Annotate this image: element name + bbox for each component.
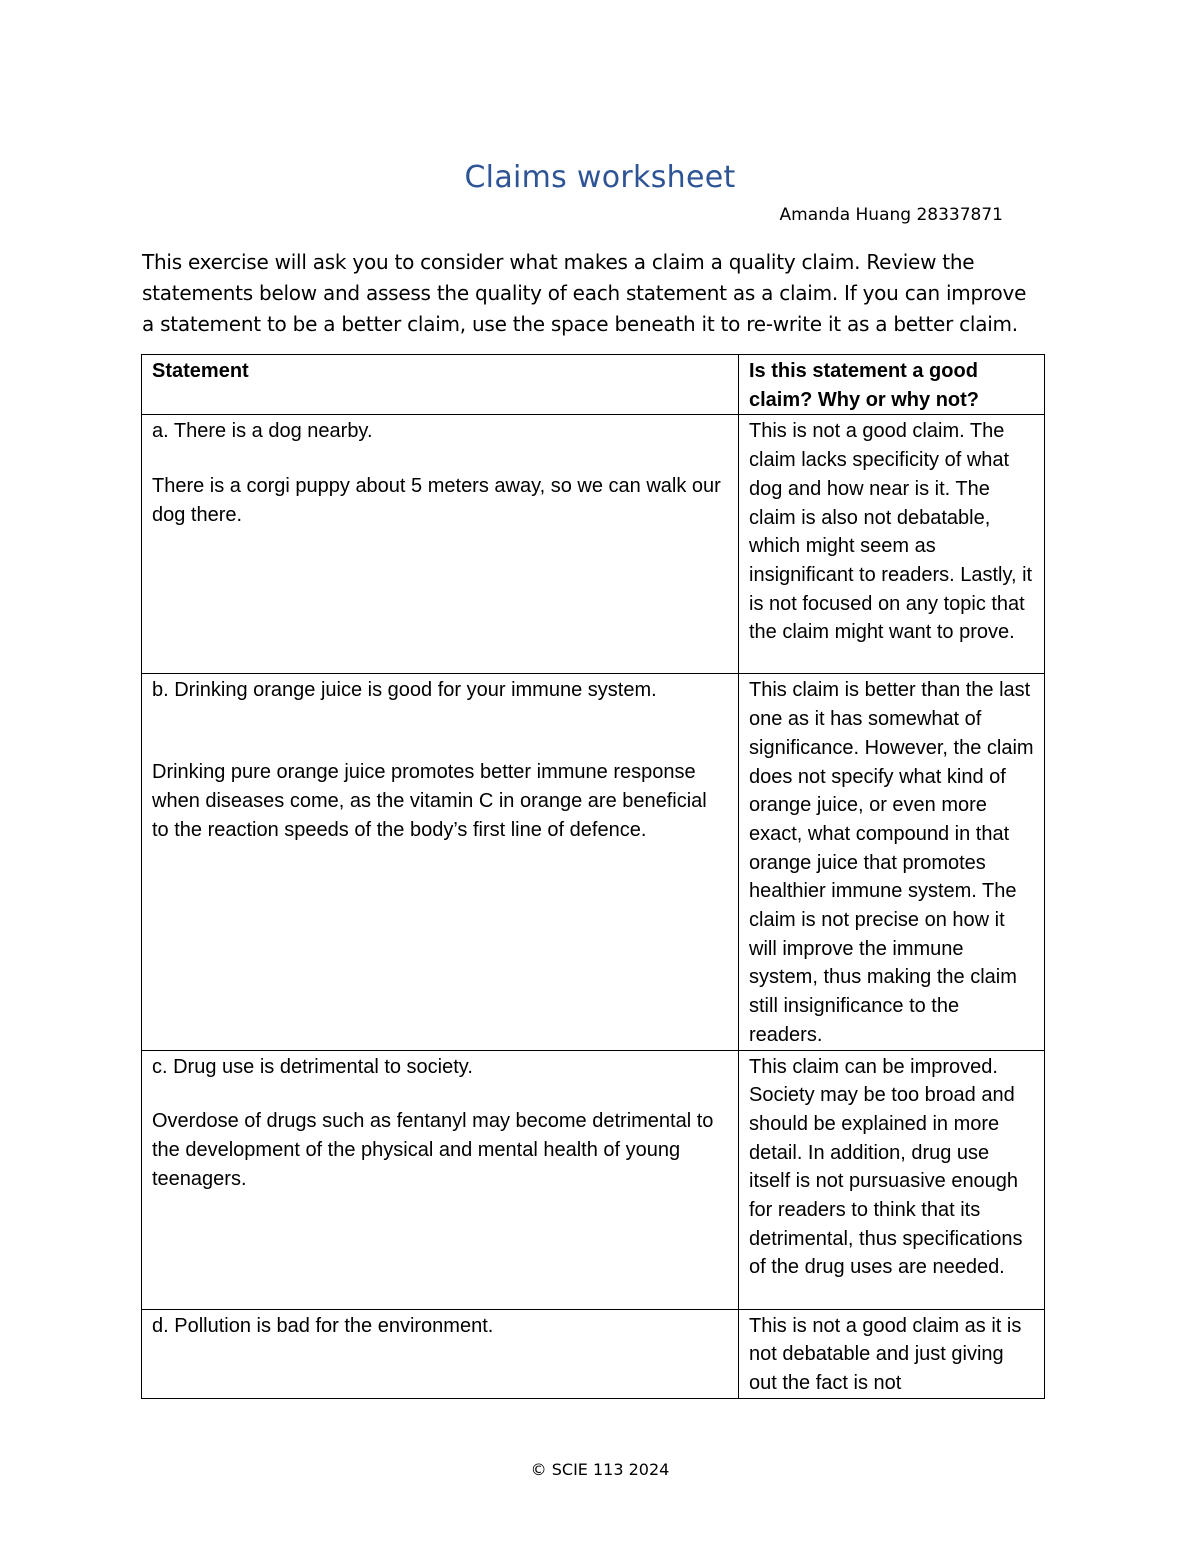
claims-table (141, 354, 1045, 1399)
table-row (142, 674, 1045, 1050)
statement-cell (142, 674, 739, 1050)
original-statement: c. Drug use is detrimental to society. (152, 1055, 473, 1078)
assessment-cell: This claim is better than the last one as it has somewhat of significance. However, the claim does not specify what kind of orange juice, or even more exact, what compound in that orange juice that promotes healthier immune system. The claim is not precise on how it will improve the immune system, thus making the claim still insignificance to the readers. (739, 674, 1045, 1050)
statement-cell (142, 1309, 739, 1398)
table-row (142, 415, 1045, 674)
original-statement: b. Drinking orange juice is good for your immune system. (152, 679, 657, 702)
revised-statement: There is a corgi puppy about 5 meters away, so we can walk our dog there. (152, 475, 721, 526)
assessment-cell: This is not a good claim. The claim lacks specificity of what dog and how near is it. The claim is also not debatable, which might seem as insignificant to readers. Lastly, it is not focused on any topic that the claim might want to prove. (739, 415, 1045, 674)
table-header-row (142, 355, 1045, 415)
footer-copyright: © SCIE 113 2024 (530, 1460, 670, 1479)
header-statement: Statement (142, 355, 739, 415)
revised-statement: Overdose of drugs such as fentanyl may become detrimental to the development of the physical and mental health of young teenagers. (152, 1110, 714, 1190)
original-statement: a. There is a dog nearby. (152, 420, 373, 443)
assessment-cell: This claim can be improved. Society may be too broad and should be explained in more detail. In addition, drug use itself is not pursuasive enough for readers to think that its detrimental, thus specifications of the drug uses are needed. (739, 1050, 1045, 1309)
table-row (142, 1050, 1045, 1309)
table-row (142, 1309, 1045, 1398)
assessment-cell: This is not a good claim as it is not debatable and just giving out the fact is not (739, 1309, 1045, 1398)
author-line: Amanda Huang 28337871 (779, 205, 1003, 225)
revised-statement: Drinking pure orange juice promotes better immune response when diseases come, as the vitamin C in orange are beneficial to the reaction speeds of the body’s first line of defence. (152, 761, 707, 841)
statement-cell (142, 1050, 739, 1309)
statement-cell (142, 415, 739, 674)
intro-paragraph: This exercise will ask you to consider what makes a claim a quality claim. Review the statements below and assess the quality of each statement as a claim. If you can improve a statement to be a better claim, use the space beneath it to re-write it as a better claim. (142, 250, 1027, 336)
header-assessment: Is this statement a good claim? Why or why not? (739, 355, 1045, 415)
page-title: Claims worksheet (464, 160, 736, 195)
original-statement: d. Pollution is bad for the environment. (152, 1314, 494, 1337)
